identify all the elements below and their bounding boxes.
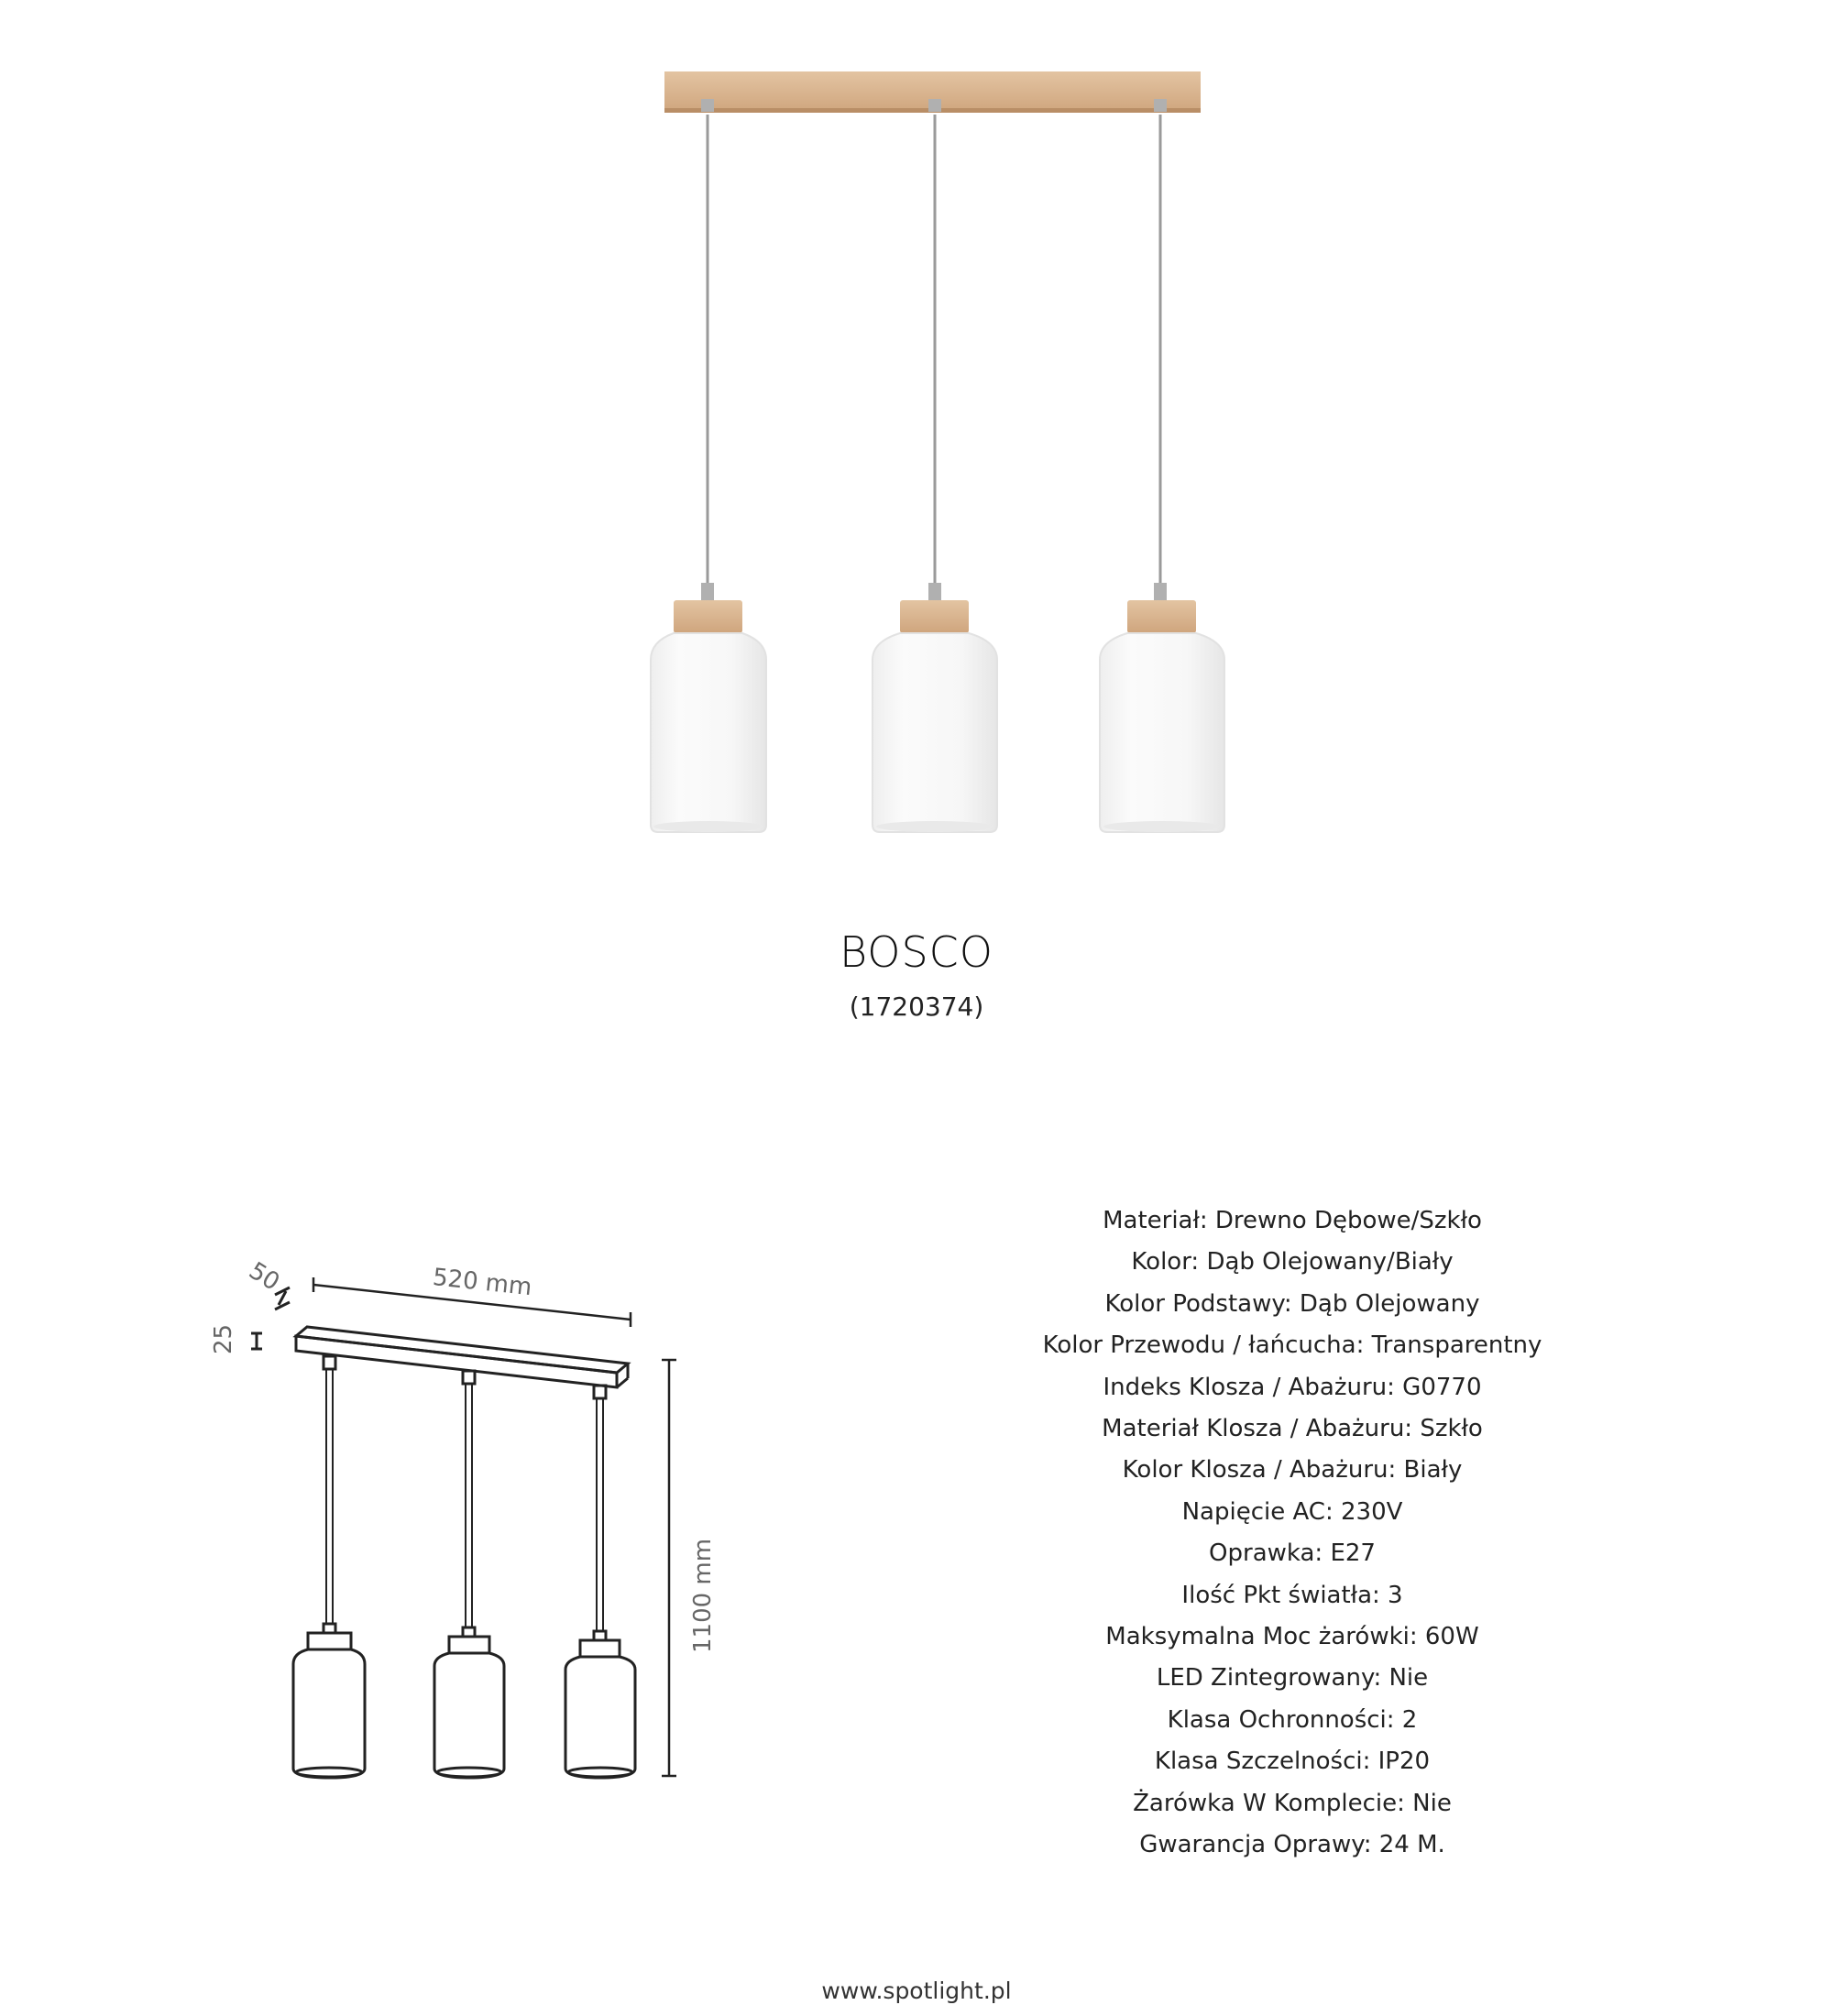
drawing-shade-right	[565, 1631, 635, 1778]
pendant-shade-left	[651, 600, 766, 832]
drawing-shade-left	[293, 1624, 365, 1778]
spec-shade-material: Materiał Klosza / Abażuru: Szkło	[1102, 1415, 1483, 1443]
total-height-label: 1100 mm	[689, 1538, 717, 1653]
spec-color: Kolor: Dąb Olejowany/Biały	[1131, 1248, 1454, 1276]
spec-light-points: Ilość Pkt światła: 3	[1181, 1581, 1403, 1609]
product-title: BOSCO	[839, 927, 994, 977]
spec-cord-color: Kolor Przewodu / łańcucha: Transparentny	[1042, 1331, 1542, 1360]
footer-website-link[interactable]: www.spotlight.pl	[821, 1978, 1012, 2004]
spec-shade-index: Indeks Klosza / Abażuru: G0770	[1103, 1373, 1482, 1401]
spec-bulb-included: Żarówka W Komplecie: Nie	[1133, 1789, 1452, 1817]
spec-shade-color: Kolor Klosza / Abażuru: Biały	[1122, 1456, 1463, 1485]
spec-base-color: Kolor Podstawy: Dąb Olejowany	[1104, 1289, 1480, 1318]
spec-integrated-led: LED Zintegrowany: Nie	[1156, 1664, 1429, 1693]
product-code: (1720374)	[849, 992, 984, 1022]
product-photo	[0, 0, 1833, 880]
depth-label: 50	[244, 1256, 285, 1297]
cords	[708, 115, 1160, 586]
spec-max-power: Maksymalna Moc żarówki: 60W	[1105, 1623, 1479, 1651]
base-height-marker	[251, 1333, 262, 1349]
spec-warranty: Gwarancja Oprawy: 24 M.	[1139, 1831, 1445, 1859]
width-label: 520 mm	[431, 1264, 533, 1302]
height-dimension-line	[662, 1360, 676, 1776]
depth-dimension-marker	[275, 1287, 290, 1309]
spec-material: Materiał: Drewno Dębowe/Szkło	[1103, 1207, 1482, 1234]
spec-ip-rating: Klasa Szczelności: IP20	[1154, 1748, 1431, 1776]
spec-voltage: Napięcie AC: 230V	[1181, 1497, 1403, 1526]
drawing-shade-middle	[434, 1627, 504, 1778]
drawing-cords	[326, 1369, 603, 1631]
technical-drawing	[183, 1228, 752, 1796]
pendant-shade-right	[1100, 600, 1224, 832]
spec-protection-class: Klasa Ochronności: 2	[1167, 1705, 1418, 1734]
pendant-shade-middle	[873, 600, 997, 832]
spec-socket: Oprawka: E27	[1209, 1539, 1376, 1568]
specification-list	[916, 1200, 1668, 1867]
base-height-label: 25	[210, 1323, 237, 1354]
